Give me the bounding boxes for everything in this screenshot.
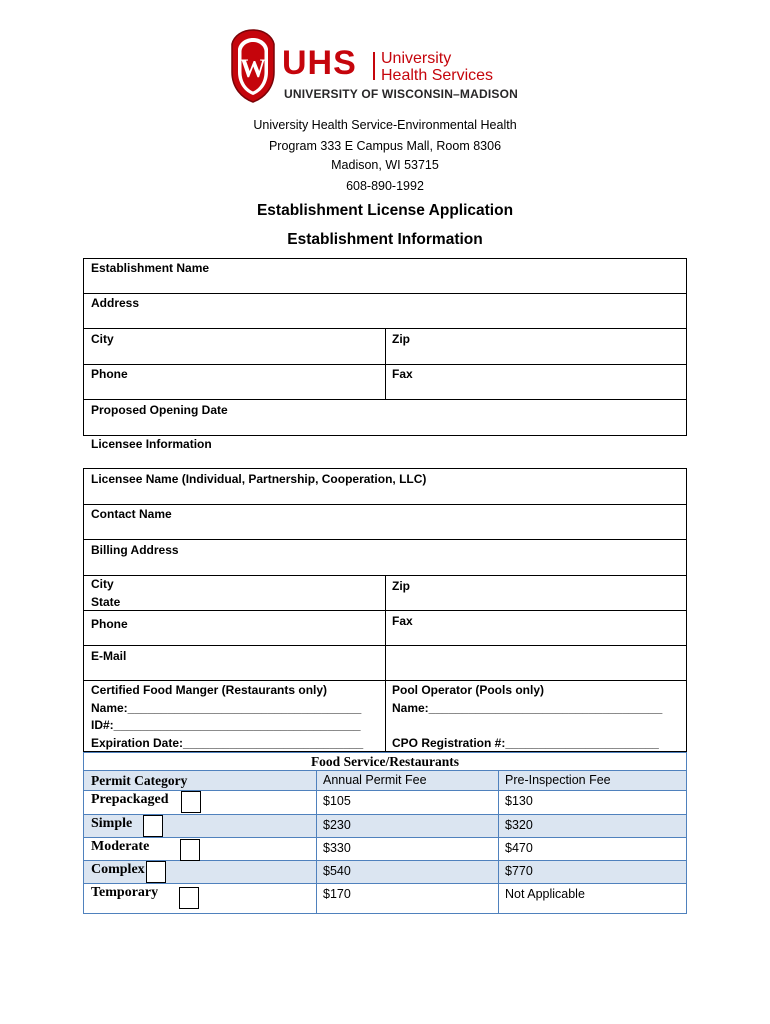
- billing-address-field[interactable]: Billing Address: [91, 543, 179, 557]
- uw-crest-icon: [228, 28, 278, 104]
- temporary-annual-fee: $170: [323, 887, 351, 901]
- establishment-name-field[interactable]: Establishment Name: [91, 261, 210, 275]
- row-divider: [83, 399, 687, 400]
- row-divider: [84, 860, 686, 861]
- col-pre-inspection-fee: Pre-Inspection Fee: [505, 773, 611, 787]
- temporary-pre-fee: Not Applicable: [505, 887, 585, 901]
- contact-name-field[interactable]: Contact Name: [91, 507, 172, 521]
- uhs-logo: [228, 28, 518, 104]
- prepackaged-annual-fee: $105: [323, 794, 351, 808]
- row-divider: [84, 883, 686, 884]
- logo-institution: UNIVERSITY OF WISCONSIN–MADISON: [284, 87, 519, 101]
- logo-name-line2: Health Services: [381, 67, 494, 84]
- col-divider: [498, 771, 499, 914]
- licensee-state-field[interactable]: State: [91, 595, 121, 609]
- row-divider: [83, 539, 687, 540]
- cfm-expiration-field[interactable]: Expiration Date:___________________________: [91, 736, 364, 750]
- simple-checkbox[interactable]: [143, 815, 163, 837]
- header-line-3: Madison, WI 53715: [331, 158, 439, 172]
- header-line-1: University Health Service-Environmental Health: [253, 118, 517, 132]
- page-title: Establishment License Application: [256, 202, 514, 219]
- category-moderate: Moderate: [91, 839, 150, 854]
- pool-operator-title: Pool Operator (Pools only): [392, 683, 545, 697]
- cfm-name-field[interactable]: Name:___________________________________: [91, 701, 362, 715]
- row-divider: [84, 814, 686, 815]
- establishment-address-field[interactable]: Address: [91, 296, 140, 310]
- licensee-phone-field[interactable]: Phone: [91, 617, 128, 631]
- moderate-annual-fee: $330: [323, 841, 351, 855]
- header-line-2: Program 333 E Campus Mall, Room 8306: [268, 139, 502, 153]
- cpo-registration-field[interactable]: CPO Registration #:_______________________: [392, 736, 659, 750]
- category-simple: Simple: [91, 816, 133, 831]
- row-shade: [84, 860, 686, 883]
- row-divider: [84, 790, 686, 791]
- establishment-phone-field[interactable]: Phone: [91, 367, 128, 381]
- logo-name-line1: University: [381, 50, 452, 67]
- moderate-checkbox[interactable]: [180, 839, 200, 861]
- logo-acronym: UHS: [282, 44, 357, 82]
- licensee-city-field[interactable]: City: [91, 577, 114, 591]
- opening-date-field[interactable]: Proposed Opening Date: [91, 403, 228, 417]
- logo-divider: [373, 52, 375, 80]
- establishment-city-field[interactable]: City: [91, 332, 114, 346]
- row-divider: [84, 770, 686, 771]
- svg-text:W: W: [240, 54, 266, 83]
- moderate-pre-fee: $470: [505, 841, 533, 855]
- temporary-checkbox[interactable]: [179, 887, 199, 909]
- prepackaged-pre-fee: $130: [505, 794, 533, 808]
- row-divider: [83, 504, 687, 505]
- col-divider: [385, 575, 386, 752]
- establishment-heading: Establishment Information: [287, 231, 483, 248]
- complex-pre-fee: $770: [505, 864, 533, 878]
- licensee-name-field[interactable]: Licensee Name (Individual, Partnership, Cooperation, LLC): [91, 472, 427, 486]
- row-divider: [84, 837, 686, 838]
- email-field[interactable]: E-Mail: [91, 649, 127, 663]
- simple-pre-fee: $320: [505, 818, 533, 832]
- row-shade: [84, 814, 686, 837]
- complex-checkbox[interactable]: [146, 861, 166, 883]
- category-temporary: Temporary: [91, 885, 159, 900]
- col-divider: [316, 771, 317, 914]
- licensee-heading: Licensee Information: [91, 437, 212, 451]
- col-permit-category: Permit Category: [91, 773, 188, 788]
- establishment-zip-field[interactable]: Zip: [392, 332, 410, 346]
- col-annual-fee: Annual Permit Fee: [323, 773, 427, 787]
- fee-section-title: Food Service/Restaurants: [310, 754, 460, 769]
- complex-annual-fee: $540: [323, 864, 351, 878]
- simple-annual-fee: $230: [323, 818, 351, 832]
- row-divider: [83, 293, 687, 294]
- category-prepackaged: Prepackaged: [91, 792, 169, 807]
- pool-name-field[interactable]: Name:___________________________________: [392, 701, 663, 715]
- licensee-zip-field[interactable]: Zip: [392, 579, 410, 593]
- establishment-fax-field[interactable]: Fax: [392, 367, 413, 381]
- cfm-title: Certified Food Manger (Restaurants only): [91, 683, 328, 697]
- category-complex: Complex: [91, 862, 145, 877]
- cfm-id-field[interactable]: ID#:_____________________________________: [91, 718, 361, 732]
- col-divider: [385, 328, 386, 399]
- header-phone: 608-890-1992: [346, 179, 424, 193]
- licensee-fax-field[interactable]: Fax: [392, 614, 413, 628]
- prepackaged-checkbox[interactable]: [181, 791, 201, 813]
